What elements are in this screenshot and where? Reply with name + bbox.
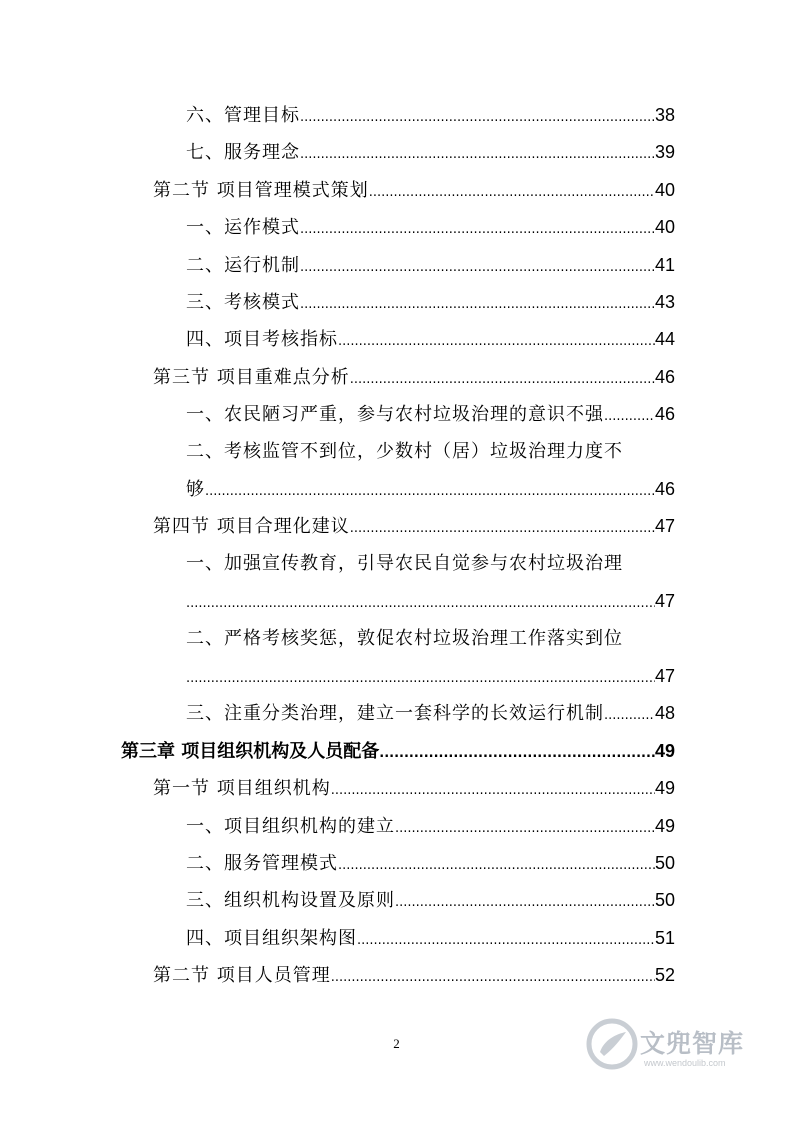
toc-item-entry[interactable] xyxy=(186,399,675,429)
watermark-name: 文兜智库 xyxy=(640,1029,745,1058)
toc-page-number: 43 xyxy=(654,292,675,312)
toc-dot-leader xyxy=(205,477,655,507)
toc-page-number: 47 xyxy=(654,666,675,686)
toc-entry-title: 第三节 项目重难点分析 xyxy=(153,366,350,388)
toc-item-entry[interactable] xyxy=(186,811,675,841)
toc-dot-leader xyxy=(357,926,655,956)
toc-entry-title: 四、项目组织架构图 xyxy=(186,927,357,949)
toc-page-number: 46 xyxy=(654,404,675,425)
toc-entry-title: 一、项目组织机构的建立 xyxy=(186,815,395,837)
toc-entry-title: 第四节 项目合理化建议 xyxy=(153,516,350,538)
toc-chapter-entry[interactable] xyxy=(121,736,675,766)
toc-entry-title: 够 xyxy=(186,479,205,500)
toc-page-number: 38 xyxy=(654,105,675,125)
toc-dot-leader xyxy=(395,888,655,918)
toc-page-number: 39 xyxy=(654,142,675,163)
toc-item-entry[interactable] xyxy=(186,698,675,728)
toc-section-entry[interactable] xyxy=(153,362,675,392)
toc-dot-leader xyxy=(350,514,655,544)
toc-dot-leader xyxy=(300,140,655,170)
watermark xyxy=(586,1018,786,1074)
toc-dot-leader xyxy=(300,103,655,133)
toc-section-entry[interactable] xyxy=(153,773,675,803)
toc-page-number: 52 xyxy=(654,965,675,986)
toc-entry-title: 二、运行机制 xyxy=(186,254,300,276)
toc-dot-leader xyxy=(369,178,655,208)
toc-section-entry[interactable] xyxy=(153,960,675,990)
toc-page-number: 40 xyxy=(654,217,675,238)
toc-dot-leader xyxy=(395,814,655,844)
toc-page-number: 48 xyxy=(654,703,675,724)
toc-entry-title: 二、服务管理模式 xyxy=(186,853,338,874)
toc-item-entry[interactable] xyxy=(186,848,675,878)
toc-page-number: 40 xyxy=(654,179,675,200)
toc-dot-leader xyxy=(300,253,655,283)
toc-item-entry[interactable] xyxy=(186,586,675,616)
toc-item-entry[interactable] xyxy=(186,923,675,953)
toc-section-entry[interactable] xyxy=(153,511,675,541)
toc-dot-leader xyxy=(331,963,655,993)
toc-page-number: 49 xyxy=(654,815,675,836)
toc-item-entry[interactable] xyxy=(186,100,675,130)
toc-entry-title: 第三章 项目组织机构及人员配备 xyxy=(121,740,380,762)
toc-dot-leader xyxy=(604,402,655,432)
toc-entry-title: 一、农民陋习严重，参与农村垃圾治理的意识不强 xyxy=(186,404,604,426)
toc-item-entry[interactable] xyxy=(186,885,675,915)
toc-dot-leader xyxy=(186,664,655,694)
toc-entry-title: 三、考核模式 xyxy=(186,292,300,313)
toc-page-number: 46 xyxy=(654,479,675,499)
toc-dot-leader xyxy=(331,776,655,806)
toc-entry-title: 一、运作模式 xyxy=(186,217,300,239)
toc-page-number: 44 xyxy=(654,329,675,350)
toc-item-entry[interactable] xyxy=(186,474,675,504)
toc-page-number: 49 xyxy=(654,740,675,761)
toc-dot-leader xyxy=(338,851,655,881)
toc-page-number: 50 xyxy=(654,853,675,873)
toc-item-entry[interactable] xyxy=(186,324,675,354)
toc-item-entry[interactable] xyxy=(186,212,675,242)
toc-dot-leader xyxy=(604,701,655,731)
toc-item-entry[interactable] xyxy=(186,287,675,317)
toc-page-number: 51 xyxy=(654,927,675,948)
toc-dot-leader xyxy=(300,290,655,320)
toc-entry-title: 二、严格考核奖惩，敦促农村垃圾治理工作落实到位 xyxy=(186,627,623,649)
toc-entry-title: 三、注重分类治理，建立一套科学的长效运行机制 xyxy=(186,703,604,725)
toc-item-entry[interactable] xyxy=(186,250,675,280)
toc-entry-title: 四、项目考核指标 xyxy=(186,329,338,351)
toc-entry-title: 二、考核监管不到位，少数村（居）垃圾治理力度不 xyxy=(186,440,623,462)
watermark-url: www.wendoulib.com xyxy=(644,1058,726,1068)
toc-section-entry[interactable] xyxy=(153,175,675,205)
toc-dot-leader xyxy=(379,739,655,769)
toc-entry-title: 第二节 项目人员管理 xyxy=(153,965,331,987)
toc-item-entry[interactable] xyxy=(186,624,675,654)
toc-dot-leader xyxy=(350,365,655,395)
toc-dot-leader xyxy=(300,215,655,245)
toc-page-number: 49 xyxy=(654,778,675,799)
toc-item-entry[interactable] xyxy=(186,437,675,467)
toc-page-number: 47 xyxy=(654,591,675,612)
toc-entry-title: 第二节 项目管理模式策划 xyxy=(153,179,369,201)
watermark-logo-icon xyxy=(586,1018,638,1070)
toc-page-number: 41 xyxy=(654,254,675,275)
toc-item-entry[interactable] xyxy=(186,661,675,691)
toc-item-entry[interactable] xyxy=(186,549,675,579)
toc-dot-leader xyxy=(186,589,655,619)
toc-entry-title: 第一节 项目组织机构 xyxy=(153,778,331,800)
toc-page-number: 46 xyxy=(654,366,675,387)
toc-entry-title: 七、服务理念 xyxy=(186,142,300,164)
page-number: 2 xyxy=(393,1036,400,1051)
toc-item-entry[interactable] xyxy=(186,137,675,167)
toc-page-number: 50 xyxy=(654,890,675,911)
toc-entry-title: 三、组织机构设置及原则 xyxy=(186,890,395,912)
toc-page-number: 47 xyxy=(654,516,675,537)
toc-entry-title: 一、加强宣传教育，引导农民自觉参与农村垃圾治理 xyxy=(186,552,623,574)
toc-entry-title: 六、管理目标 xyxy=(186,105,300,126)
toc-dot-leader xyxy=(338,327,655,357)
